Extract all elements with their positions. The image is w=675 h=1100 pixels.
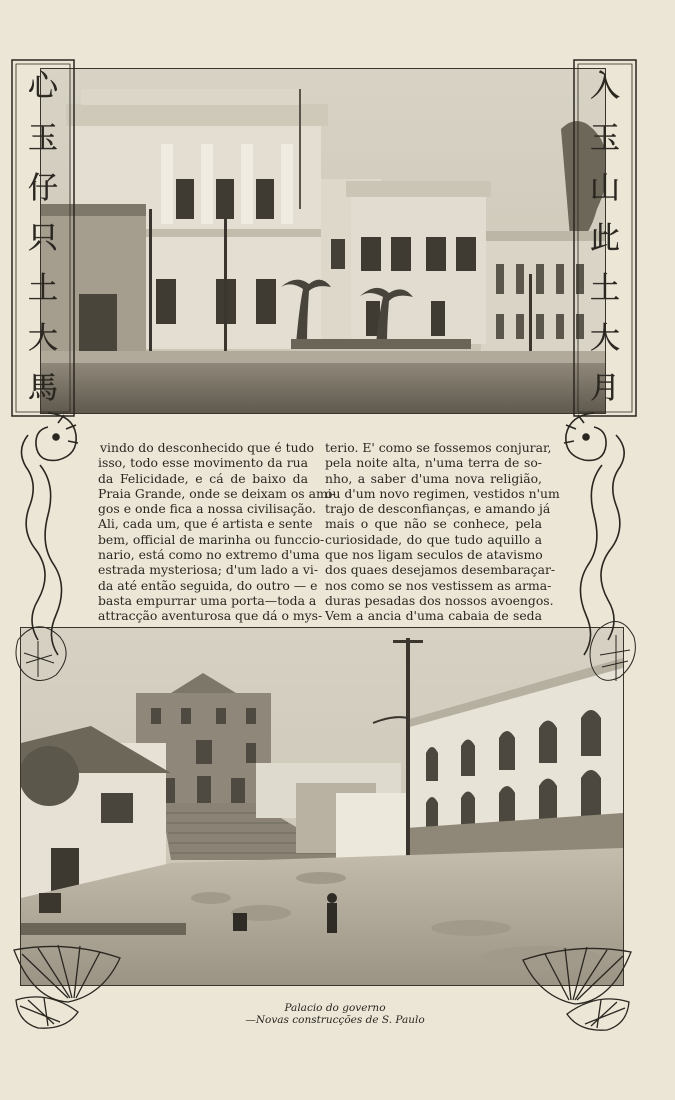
photo-palacio-do-governo xyxy=(40,68,606,414)
text-column-right xyxy=(325,440,560,624)
left-dragon-ornament xyxy=(8,405,84,685)
text-line: ou d'um novo regimen, vestidos n'um xyxy=(325,485,560,501)
text-line: curiosidade, do que tudo aquillo a xyxy=(325,531,542,547)
text-line: duras pesadas dos nossos avoengos. xyxy=(325,592,554,608)
left-fan-icon xyxy=(8,940,126,1032)
left-glyph-2: 仔 xyxy=(28,171,58,206)
left-glyph-4: 土 xyxy=(28,271,58,306)
text-line: terio. E' como se fossemos conjurar, xyxy=(325,440,552,455)
left-glyph-0: 心 xyxy=(28,69,58,104)
text-line: nario, está como no extremo d'uma xyxy=(98,547,320,563)
photo-palacio-image xyxy=(41,69,605,413)
photo-caption-line-1: Palacio do governo xyxy=(284,1002,386,1014)
text-line: nho, a saber d'uma nova religião, xyxy=(325,470,542,486)
right-glyph-1: 玉 xyxy=(590,121,620,156)
left-glyph-1: 玉 xyxy=(28,121,58,156)
text-line: Praia Grande, onde se deixam os ami- xyxy=(98,485,336,501)
text-column-left xyxy=(98,440,336,624)
text-line: mais o que não se conhece, pela xyxy=(325,516,542,532)
text-line: dos quaes desejamos desembaraçar- xyxy=(325,562,556,578)
right-glyph-2: 山 xyxy=(590,171,620,206)
left-glyph-border xyxy=(8,56,78,420)
text-line: que nos ligam seculos de atavismo xyxy=(325,547,543,563)
text-line: pela noite alta, n'uma terra de so- xyxy=(325,455,542,471)
text-line: da Felicidade, e cá de baixo da xyxy=(98,470,308,486)
text-line: Ali, cada um, que é artista e sente xyxy=(98,516,313,532)
text-line: isso, todo esse movimento da rua xyxy=(98,455,308,471)
right-glyph-0: 入 xyxy=(590,69,620,104)
left-glyph-5: 大 xyxy=(28,321,58,356)
left-glyph-6: 馬 xyxy=(28,371,58,406)
right-glyph-5: 大 xyxy=(590,321,620,356)
right-ornament-panel xyxy=(570,56,640,420)
text-line: gos e onde fica a nossa civilisação. xyxy=(98,501,316,517)
right-glyph-4: 土 xyxy=(590,271,620,306)
text-line: estrada mysteriosa; d'um lado a vi- xyxy=(98,562,319,578)
right-glyph-6: 月 xyxy=(590,371,620,406)
text-line: bem, official de marinha ou funccio- xyxy=(98,531,325,547)
right-dragon-ornament xyxy=(558,405,638,690)
left-ornament-panel xyxy=(8,56,78,420)
photo-sao-paulo-image xyxy=(21,628,623,985)
text-line: da até então seguida, do outro — e xyxy=(98,577,318,593)
left-dragon-icon xyxy=(8,405,84,685)
text-line: trajo de desconfianças, e amando já xyxy=(325,501,551,517)
photo-caption-line-2: —Novas construcções de S. Paulo xyxy=(245,1014,425,1026)
bottom-right-fan-ornament xyxy=(515,942,637,1036)
photo-novas-construccoes xyxy=(20,627,624,986)
text-line: attracção aventurosa que dá o mys- xyxy=(98,608,323,624)
text-line: basta empurrar uma porta—toda a xyxy=(98,592,317,608)
right-glyph-border xyxy=(570,56,640,420)
bottom-left-fan-ornament xyxy=(8,940,126,1032)
right-fan-icon xyxy=(515,942,637,1036)
text-line: Vem a ancia d'uma cabaia de seda xyxy=(325,608,542,624)
right-dragon-icon xyxy=(558,405,638,690)
text-line: vindo do desconhecido que é tudo xyxy=(100,440,314,455)
left-glyph-3: 只 xyxy=(28,221,58,256)
text-line: nos como se nos vestissem as arma- xyxy=(325,577,552,593)
right-glyph-3: 此 xyxy=(590,221,620,256)
